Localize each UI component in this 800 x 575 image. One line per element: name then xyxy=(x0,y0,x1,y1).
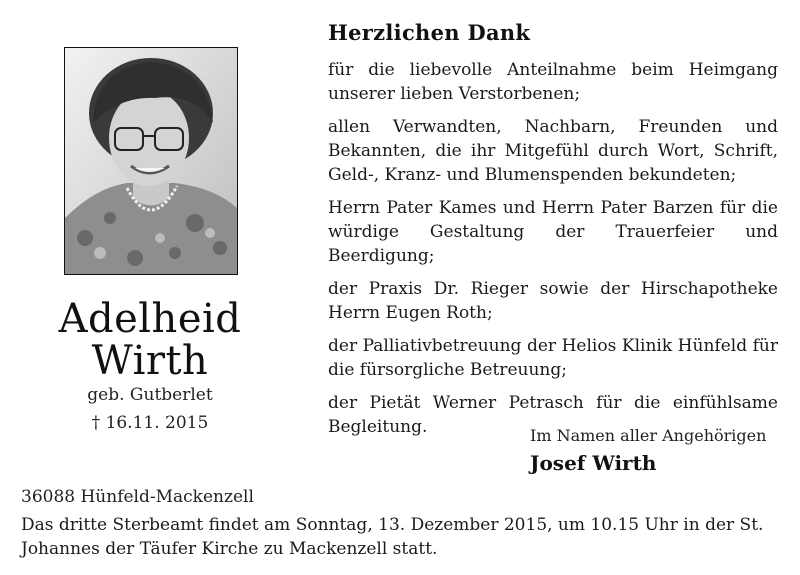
death-date: † 16.11. 2015 xyxy=(91,413,209,433)
service-notice: Das dritte Sterbeamt findet am Sonntag, 13. Dezember 2015, um 10.15 Uhr in der St. Johannes der Täufer Kirche zu Mackenzell statt. xyxy=(21,515,764,559)
birth-name: geb. Gutberlet xyxy=(87,385,213,405)
portrait-photo xyxy=(64,47,238,275)
heading: Herzlichen Dank xyxy=(328,20,531,45)
thanks-paragraph: für die liebevolle Anteilnahme beim Heimgang unserer lieben Verstorbenen; xyxy=(328,60,778,104)
deceased-first-name: Adelheid xyxy=(58,296,242,342)
deceased-last-name: Wirth xyxy=(91,338,209,384)
thanks-paragraph: Herrn Pater Kames und Herrn Pater Barzen für die würdige Gestaltung der Trauerfeier und Beerdigung; xyxy=(328,198,778,266)
thanks-paragraph: allen Verwandten, Nachbarn, Freunden und Bekannten, die ihr Mitgefühl durch Wort, Schrift, Geld-, Kranz- und Blumenspenden bekundeten; xyxy=(328,117,778,185)
portrait-illustration xyxy=(65,48,237,274)
thanks-list xyxy=(328,58,778,448)
thanks-paragraph: der Praxis Dr. Rieger sowie der Hirschapotheke Herrn Eugen Roth; xyxy=(328,279,778,323)
thanks-paragraph: der Pietät Werner Petrasch für die einfühlsame Begleitung. xyxy=(328,393,778,437)
place: 36088 Hünfeld-Mackenzell xyxy=(21,487,254,507)
signature-lead: Im Namen aller Angehörigen xyxy=(530,426,767,445)
signature-name: Josef Wirth xyxy=(530,451,657,475)
thanks-paragraph: der Palliativbetreuung der Helios Klinik Hünfeld für die fürsorgliche Betreuung; xyxy=(328,336,778,380)
